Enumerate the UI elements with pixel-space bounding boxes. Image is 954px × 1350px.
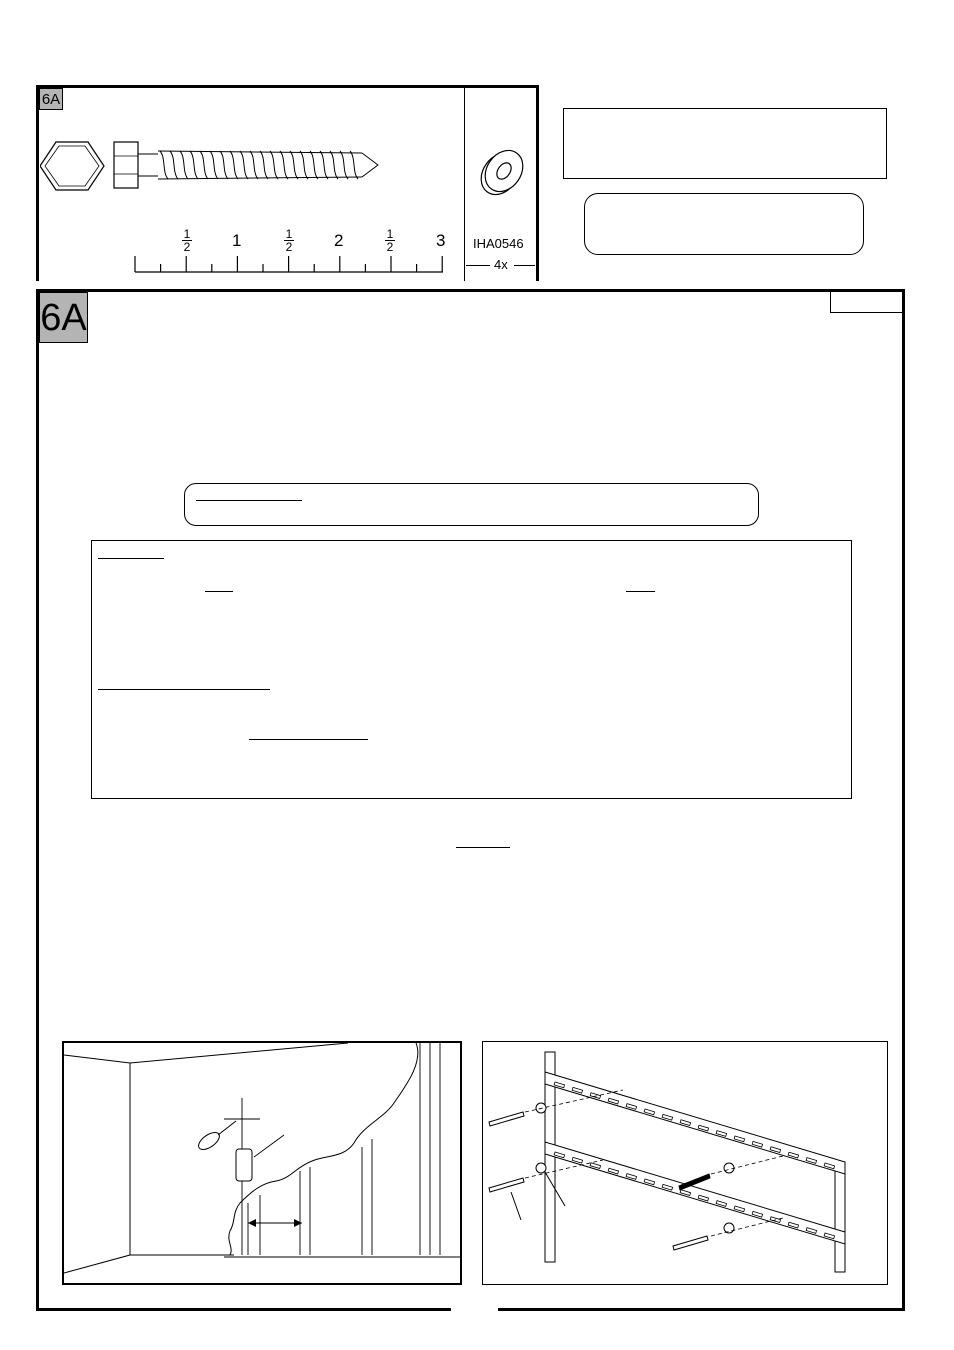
screw-thread	[340, 151, 348, 179]
screw-thread	[300, 151, 308, 179]
note-bar	[184, 483, 759, 526]
hex-head-icon	[40, 142, 104, 190]
screw-thread	[270, 151, 278, 179]
screw-thread	[220, 151, 228, 179]
inch-ruler	[130, 252, 450, 276]
step-corner-box	[830, 292, 902, 313]
screw-thread	[240, 151, 248, 179]
hardware-tag	[39, 88, 63, 110]
screw-thread	[190, 151, 198, 179]
screw-thread	[180, 151, 188, 179]
washer-quantity: 4x	[494, 257, 508, 272]
warning-box	[91, 540, 852, 799]
step-tag	[39, 292, 88, 343]
lag-screw-illustration	[40, 130, 385, 200]
screw-thread	[330, 151, 338, 179]
hardware-divider	[464, 88, 465, 281]
header-info-box	[563, 108, 887, 179]
hardware-tag-label: 6A	[41, 91, 61, 108]
screw-thread	[230, 151, 238, 179]
wall-stud-illustration	[64, 1043, 460, 1283]
warning-heading-underline	[98, 558, 164, 559]
step-panel-bottom-right	[498, 1308, 905, 1311]
screw-thread	[200, 151, 208, 179]
step-panel-bottom-left	[36, 1308, 451, 1311]
body-underline	[456, 847, 510, 848]
warning-subheading-underline	[98, 689, 270, 690]
ruler-label-2: 2	[334, 231, 344, 250]
screw-thread	[260, 151, 268, 179]
screw-thread	[210, 151, 218, 179]
screw-thread	[350, 151, 358, 179]
screw-thread	[290, 151, 298, 179]
screw-thread	[160, 151, 168, 179]
washer-qty-rule-left	[466, 265, 490, 266]
screw-thread	[250, 151, 258, 179]
screw-thread	[320, 151, 328, 179]
ruler-label-half-3: 1 2	[386, 227, 394, 254]
ruler-label-1: 1	[232, 231, 242, 250]
warning-underline-b	[626, 591, 655, 592]
note-bar-underline	[196, 500, 302, 501]
washer-icon	[476, 146, 528, 198]
screw-thread	[310, 151, 318, 179]
washer-qty-rule-right	[514, 265, 535, 266]
washer-part-code: IHA0546	[473, 236, 524, 251]
screw-thread	[170, 151, 178, 179]
ruler-label-half-1: 1 2	[183, 227, 191, 254]
ruler-label-half-2: 1 2	[285, 227, 293, 254]
warning-underline-a	[205, 591, 233, 592]
ruler-label-3: 3	[436, 231, 446, 250]
wall-plate-illustration	[483, 1042, 887, 1284]
header-rounded-box	[584, 193, 864, 255]
warning-underline-c	[249, 739, 368, 740]
screw-thread	[280, 151, 288, 179]
step-tag-label: 6A	[40, 297, 87, 339]
